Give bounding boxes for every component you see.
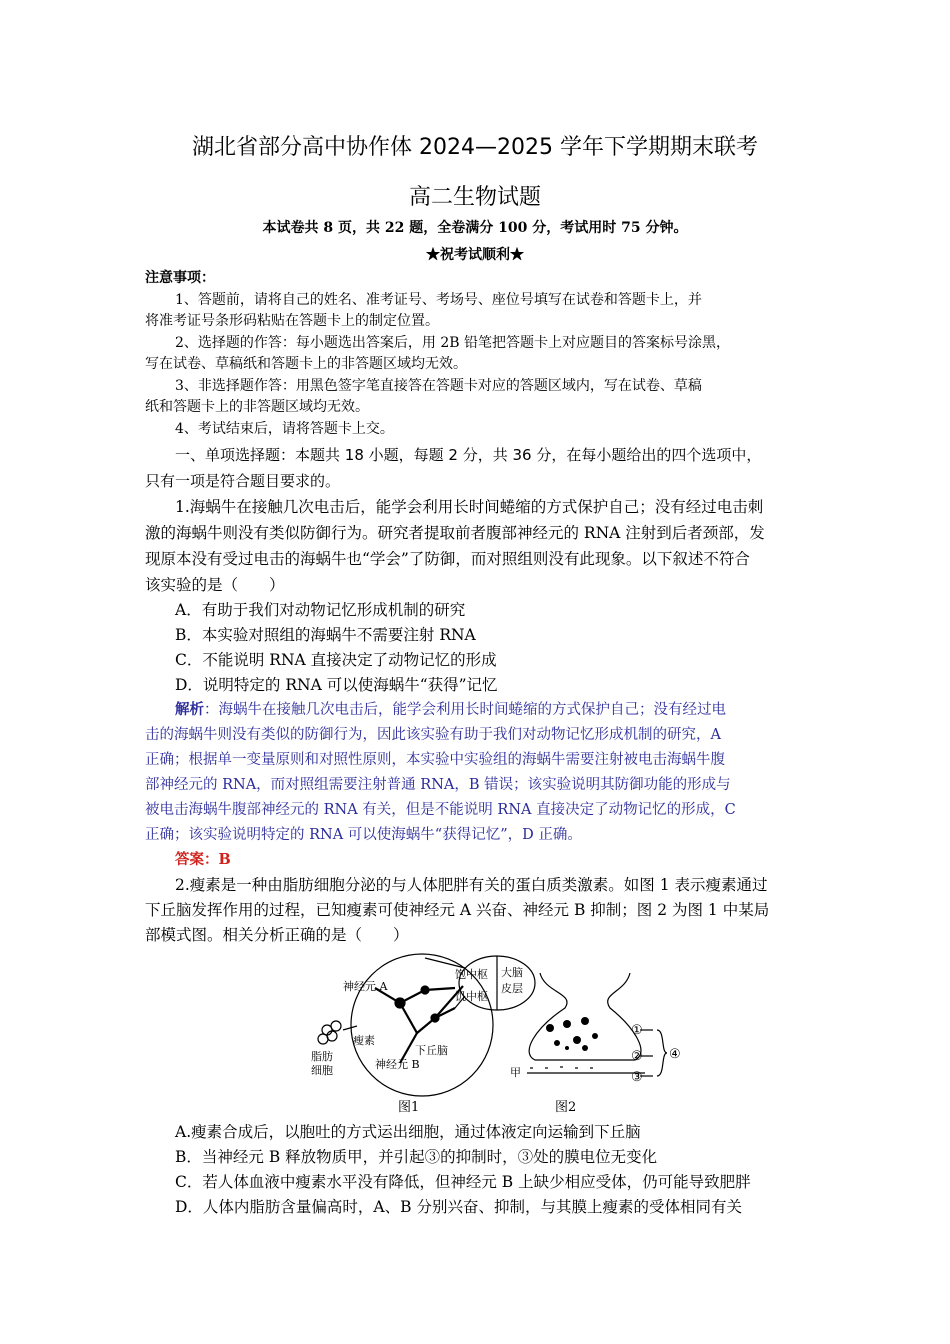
- page-title: 湖北省部分高中协作体 2024—2025 学年下学期期末联考: [192, 135, 758, 160]
- label-hunger: 饥中枢: [455, 990, 488, 1003]
- analysis-label: 解析: [175, 701, 204, 718]
- note-1-line-1: 1、答题前，请将自己的姓名、准考证号、考场号、座位号填写在试卷和答题卡上，并: [175, 292, 702, 308]
- q1-stem-line-3: 现原本没有受过电击的海蜗牛也“学会”了防御，而对照组则没有此现象。以下叙述不符合: [145, 550, 750, 568]
- label-cortex-2: 皮层: [501, 982, 523, 995]
- label-fat-1: 脂肪: [311, 1050, 333, 1063]
- fig2-caption: 图2: [555, 1100, 577, 1115]
- q1-option-a: A．有助于我们对动物记忆形成机制的研究: [175, 601, 466, 619]
- exam-info: 本试卷共 8 页，共 22 题，全卷满分 100 分，考试用时 75 分钟。: [262, 220, 688, 236]
- label-neuron-a: 神经元 A: [343, 980, 388, 993]
- analysis-text: ：海蜗牛在接触几次电击后，能学会利用长时间蜷缩的方式保护自己；没有经过电: [204, 702, 726, 718]
- q1-stem-line-1: 1.海蜗牛在接触几次电击后，能学会利用长时间蜷缩的方式保护自己；没有经过电击刺: [175, 498, 764, 516]
- exam-wish: ★祝考试顺利★: [426, 247, 524, 263]
- q1-analysis-line-1: [175, 700, 845, 720]
- q2-stem-line-3: 部模式图。相关分析正确的是（ ）: [145, 926, 409, 944]
- q1-stem-line-4: 该实验的是（ ）: [145, 576, 285, 594]
- q1-stem-line-2: 激的海蜗牛则没有类似防御行为。研究者提取前者腹部神经元的 RNA 注射到后者颈部，发: [145, 524, 765, 542]
- note-2-line-2: 写在试卷、草稿纸和答题卡上的非答题区域均无效。: [145, 356, 467, 372]
- q1-analysis-line-4: 部神经元的 RNA，而对照组需要注射普通 RNA，B 错误；该实验说明其防御功能的形成与: [145, 777, 731, 793]
- q1-option-b: B．本实验对照组的海蜗牛不需要注射 RNA: [175, 626, 476, 644]
- label-jia: 甲: [510, 1066, 521, 1079]
- q1-answer: 答案：B: [175, 851, 231, 868]
- q1-analysis-line-2: 击的海蜗牛则没有类似的防御行为，因此该实验有助于我们对动物记忆形成机制的研究，A: [145, 727, 721, 743]
- q1-analysis-line-3: 正确；根据单一变量原则和对照性原则，本实验中实验组的海蜗牛需要注射被电击海蜗牛腹: [145, 752, 725, 768]
- label-leptin: 瘦素: [353, 1034, 375, 1047]
- q1-option-d: D．说明特定的 RNA 可以使海蜗牛“获得”记忆: [175, 676, 498, 694]
- q1-option-c: C．不能说明 RNA 直接决定了动物记忆的形成: [175, 651, 497, 669]
- fig1-caption: 图1: [398, 1100, 420, 1115]
- label-neuron-b: 神经元 B: [375, 1058, 420, 1071]
- page-subtitle: 高二生物试题: [408, 185, 541, 210]
- q2-option-b: B．当神经元 B 释放物质甲，并引起③的抑制时，③处的膜电位无变化: [175, 1148, 658, 1166]
- section-heading-line-2: 只有一项是符合题目要求的。: [145, 472, 341, 490]
- note-3-line-2: 纸和答题卡上的非答题区域均无效。: [145, 399, 369, 415]
- notes-heading: 注意事项：: [145, 270, 215, 286]
- q1-analysis-line-5: 被电击海蜗牛腹部神经元的 RNA 有关，但是不能说明 RNA 直接决定了动物记忆的形成，C: [145, 802, 736, 818]
- q2-stem-line-2: 下丘脑发挥作用的过程，已知瘦素可使神经元 A 兴奋、神经元 B 抑制；图 2 为图 1 中某局: [145, 901, 770, 919]
- section-heading-line-1: 一、单项选择题：本题共 18 小题，每题 2 分，共 36 分，在每小题给出的四个选项中，: [175, 446, 762, 464]
- label-circle-1: ①: [631, 1023, 643, 1038]
- q2-option-a: A.瘦素合成后，以胞吐的方式运出细胞，通过体液定向运输到下丘脑: [175, 1123, 641, 1141]
- leptin-figure: [305, 948, 685, 1118]
- label-circle-4: ④: [669, 1047, 681, 1062]
- label-satiety: 饱中枢: [455, 968, 488, 981]
- label-cortex-1: 大脑: [501, 966, 523, 979]
- q1-analysis-line-6: 正确；该实验说明特定的 RNA 可以使海蜗牛“获得记忆”，D 正确。: [145, 827, 582, 843]
- q2-option-d: D．人体内脂肪含量偏高时，A、B 分别兴奋、抑制，与其膜上瘦素的受体相同有关: [175, 1198, 742, 1216]
- note-2-line-1: 2、选择题的作答：每小题选出答案后，用 2B 铅笔把答题卡上对应题目的答案标号涂黑，: [175, 335, 731, 351]
- label-hypothalamus: 下丘脑: [415, 1044, 448, 1057]
- note-1-line-2: 将准考证号条形码粘贴在答题卡上的制定位置。: [145, 313, 439, 329]
- q2-option-c: C．若人体血液中瘦素水平没有降低，但神经元 B 上缺少相应受体，仍可能导致肥胖: [175, 1173, 751, 1191]
- label-fat-2: 细胞: [311, 1064, 333, 1077]
- q2-stem-line-1: 2.瘦素是一种由脂肪细胞分泌的与人体肥胖有关的蛋白质类激素。如图 1 表示瘦素通过: [175, 876, 768, 894]
- label-circle-2: ②: [631, 1049, 643, 1064]
- note-4: 4、考试结束后，请将答题卡上交。: [175, 421, 394, 437]
- label-circle-3: ③: [631, 1070, 643, 1085]
- note-3-line-1: 3、非选择题作答：用黑色签字笔直接答在答题卡对应的答题区域内，写在试卷、草稿: [175, 378, 702, 394]
